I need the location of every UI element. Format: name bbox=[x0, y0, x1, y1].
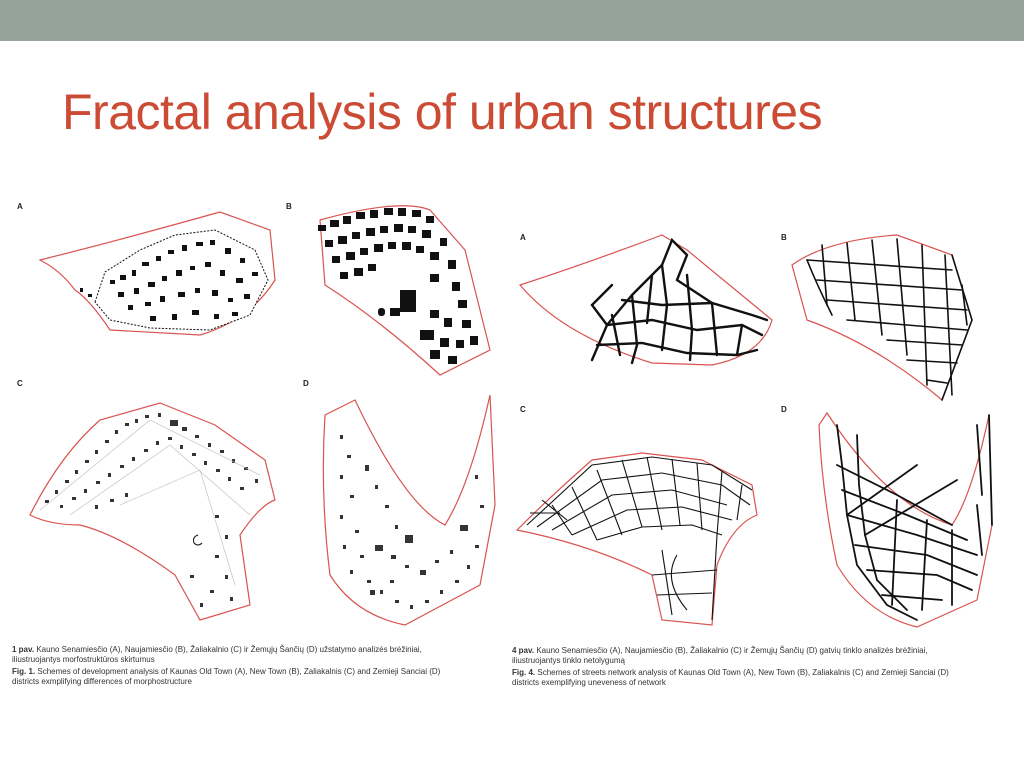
caption4-en-text-2: districts exemplifying uneveness of network bbox=[512, 678, 666, 687]
figure-street-network-schemes bbox=[512, 190, 1024, 710]
caption4-lt-text-2: iliustruojantys tinklo netolygumą bbox=[512, 656, 625, 665]
caption-lt-line-1 bbox=[12, 645, 502, 655]
development-panel-b bbox=[280, 190, 512, 380]
caption4-lt-label: 4 pav. bbox=[512, 646, 535, 655]
development-map-zemieji-sanciai bbox=[295, 375, 512, 635]
caption-lt-text-2: iliustruojantys morfostruktūros skirtumus bbox=[12, 655, 155, 664]
network-map-zaliakalnis bbox=[512, 405, 777, 630]
development-map-zaliakalnis bbox=[0, 375, 300, 635]
panel-label-b: B bbox=[286, 202, 292, 211]
development-map-old-town bbox=[0, 190, 290, 370]
development-map-new-town bbox=[280, 190, 512, 380]
network-panel-c bbox=[512, 405, 777, 630]
network-label-d: D bbox=[781, 405, 787, 414]
caption-en-text-1: Schemes of development analysis of Kaunas Old Town (A), New Town (B), Zaliakalnis (C) and Zemieji Sanciai (D) bbox=[37, 667, 441, 676]
network-panel-a bbox=[512, 225, 777, 375]
network-label-c: C bbox=[520, 405, 526, 414]
caption4-en-text-1: Schemes of streets network analysis of Kaunas Old Town (A), New Town (B), Zaliakalnis (C) and Zemieji Sanciai (D) bbox=[537, 668, 949, 677]
caption4-en-line-1 bbox=[512, 668, 1022, 678]
figure-4-caption bbox=[512, 646, 1022, 688]
slide-title: Fractal analysis of urban structures bbox=[62, 84, 823, 140]
caption-en-text-2: districts exmplifying differences of morphostructure bbox=[12, 677, 192, 686]
panel-label-a: A bbox=[17, 202, 23, 211]
top-accent-bar bbox=[0, 0, 1024, 41]
panel-label-d: D bbox=[303, 379, 309, 388]
network-panel-d bbox=[777, 405, 1024, 630]
network-map-zemieji-sanciai bbox=[777, 405, 1024, 630]
caption4-lt-text-1: Kauno Senamiesčio (A), Naujamiesčio (B), Žaliakalnio (C) ir Žemųjų Šančių (D) gatvių tinklo analizės brėžiniai, bbox=[536, 646, 928, 655]
network-panel-b bbox=[777, 225, 1024, 405]
development-panel-d bbox=[295, 375, 512, 635]
figure-development-schemes bbox=[0, 190, 512, 700]
network-map-new-town bbox=[777, 225, 1024, 405]
development-panel-c bbox=[0, 375, 300, 635]
caption4-lt-line-1 bbox=[512, 646, 1022, 656]
caption-lt-label: 1 pav. bbox=[12, 645, 35, 654]
panel-label-c: C bbox=[17, 379, 23, 388]
caption-en-line-1 bbox=[12, 667, 502, 677]
caption4-en-label: Fig. 4. bbox=[512, 668, 536, 677]
caption-lt-text-1: Kauno Senamiesčio (A), Naujamiesčio (B), Žaliakalnio (C) ir Žemųjų Šančių (D) užstatymo analizės brėžiniai, bbox=[36, 645, 422, 654]
development-panel-a bbox=[0, 190, 290, 370]
figure-1-caption bbox=[12, 645, 502, 687]
network-map-old-town bbox=[512, 225, 777, 375]
caption-en-label: Fig. 1. bbox=[12, 667, 36, 676]
network-label-a: A bbox=[520, 233, 526, 242]
network-label-b: B bbox=[781, 233, 787, 242]
